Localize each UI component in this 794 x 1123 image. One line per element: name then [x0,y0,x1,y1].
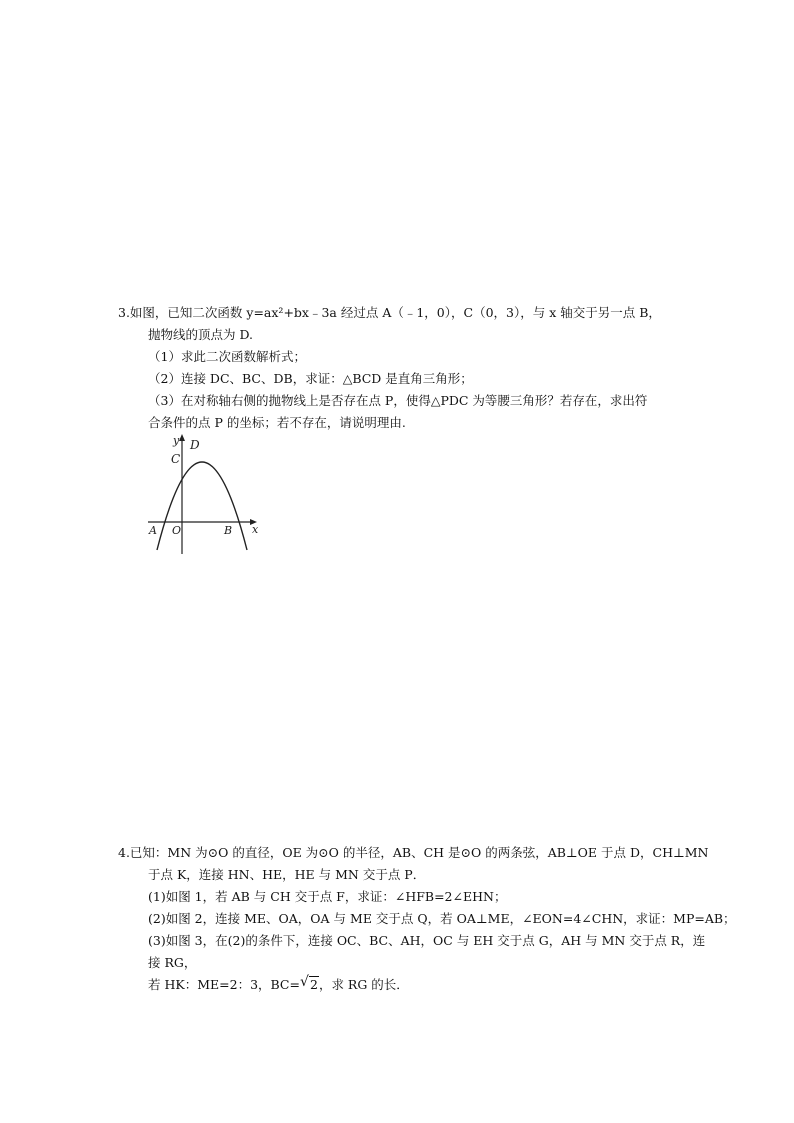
q4-line: (2)如图 2，连接 ME、OA，OA 与 ME 交于点 Q，若 OA⊥ME，∠EON=4∠CHN，求证：MP=AB； [148,911,736,926]
q3-line: 合条件的点 P 的坐标；若不存在，请说明理由. [148,415,406,430]
parabola-figure [146,432,262,562]
question-4 [118,842,736,996]
label-A: A [149,524,157,537]
q4-line: 于点 K，连接 HN、HE，HE 与 MN 交于点 P． [148,867,426,882]
q4-last-prefix: 若 HK：ME=2：3，BC= [148,977,300,992]
q4-line: (1)如图 1，若 AB 与 CH 交于点 F，求证：∠HFB=2∠EHN； [148,889,507,904]
q4-line: 4.已知：MN 为⊙O 的直径，OE 为⊙O 的半径，AB、CH 是⊙O 的两条弦，AB⊥OE 于点 D，CH⊥MN [118,845,709,860]
q3-line: （1）求此二次函数解析式； [148,349,306,364]
label-O: O [172,524,182,537]
label-B: B [224,524,233,537]
sqrt-expression [300,974,319,996]
sqrt-sign: √ [299,974,309,990]
q4-last-suffix: ，求 RG 的长． [318,977,409,992]
sqrt-radicand: 2 [309,977,318,992]
parabola-curve [157,462,247,550]
q4-last-line [118,974,698,996]
question-3 [118,302,698,434]
label-D: D [190,438,200,452]
q3-line: （3）在对称轴右侧的抛物线上是否存在点 P，使得△PDC 为等腰三角形？若存在，求出符 [148,393,648,408]
q3-line: （2）连接 DC、BC、DB，求证：△BCD 是直角三角形； [148,371,473,386]
y-axis-arrow [179,434,185,441]
q3-line: 抛物线的顶点为 D. [148,327,254,342]
q3-line: 3.如图，已知二次函数 y=ax²+bx﹣3a 经过点 A（﹣1，0），C（0，3），与 x 轴交于另一点 B， [118,305,661,320]
q4-line: 接 RG， [148,955,197,970]
label-C: C [171,452,181,466]
label-y: y [173,434,180,447]
q4-line: (3)如图 3，在(2)的条件下，连接 OC、BC、AH，OC 与 EH 交于点 G，AH 与 MN 交于点 R，连 [148,933,706,948]
label-x: x [252,523,259,536]
